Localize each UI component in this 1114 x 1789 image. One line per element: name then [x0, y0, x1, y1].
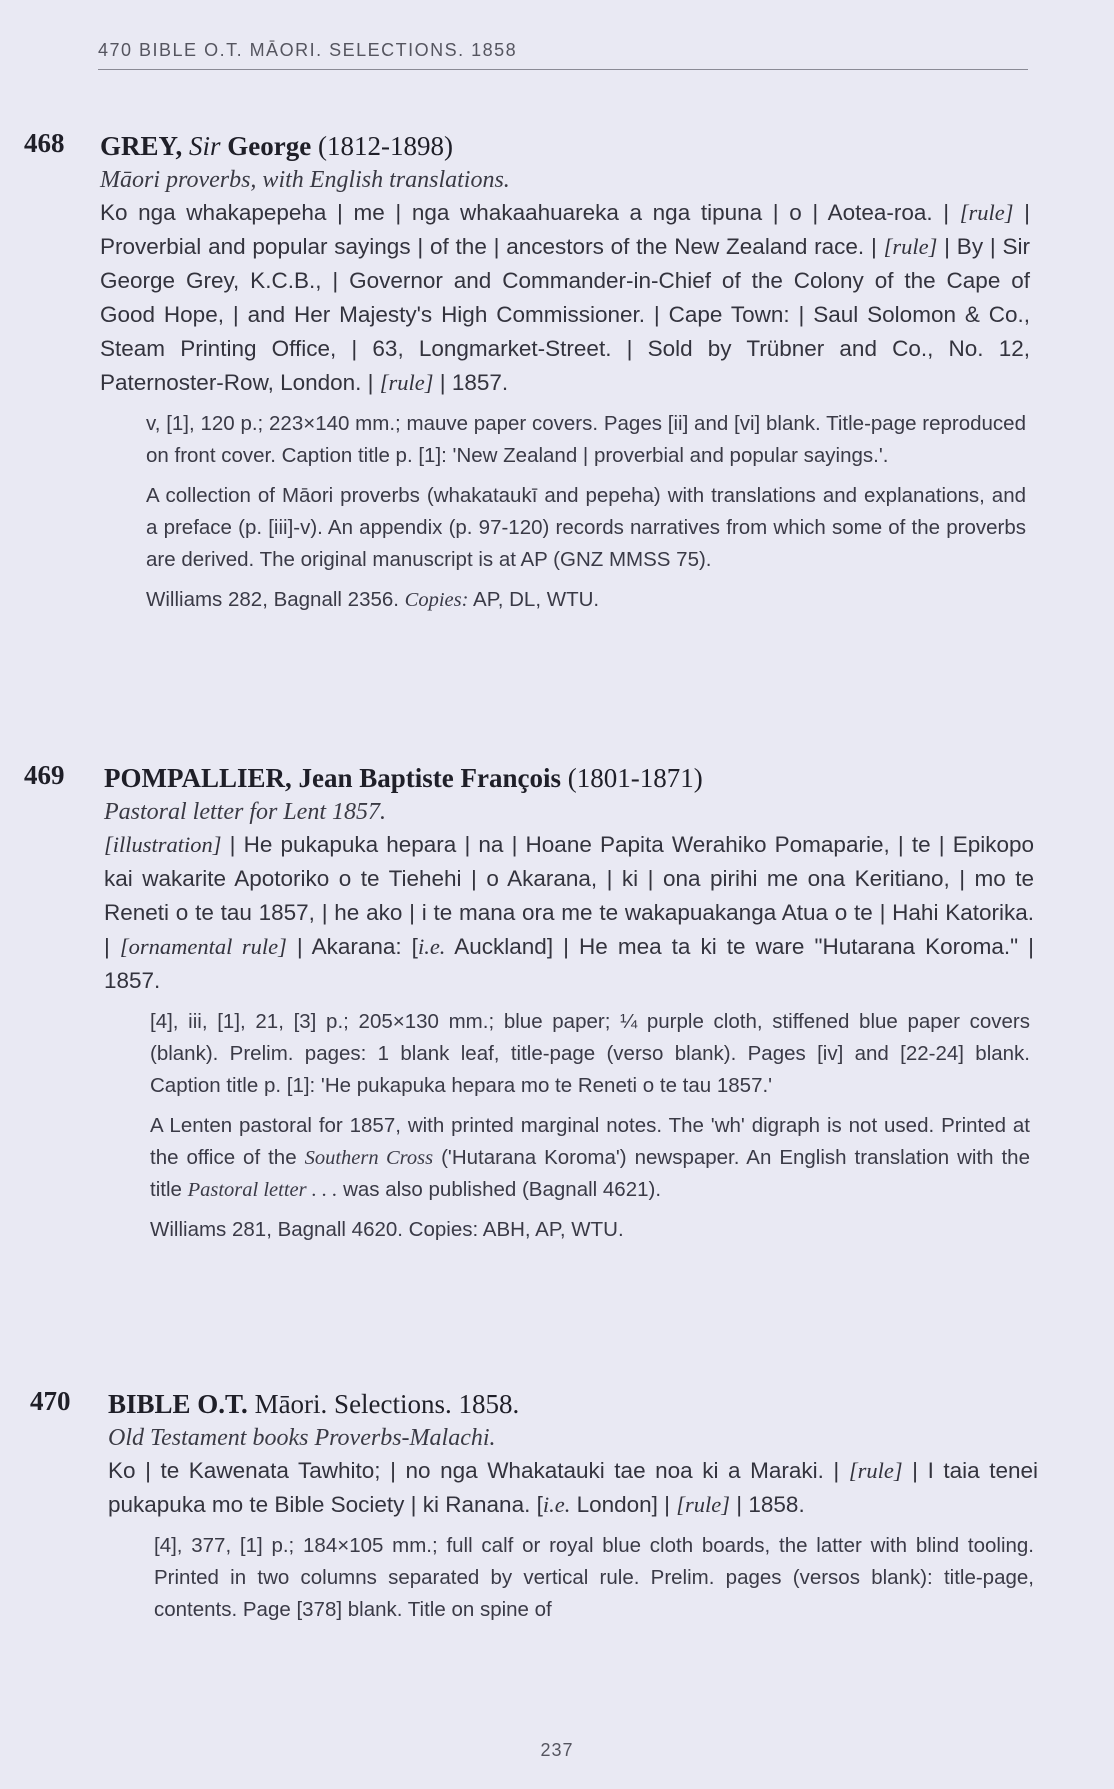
work-heading: BIBLE O.T. [108, 1389, 248, 1419]
author-dates: (1801-1871) [567, 763, 703, 793]
entry-body [108, 1386, 1038, 1634]
author-title: Sir [189, 131, 221, 161]
author-forename: George [227, 131, 312, 161]
entry-notes [154, 1530, 1034, 1626]
transcription-text: Ko | te Kawenata Tawhito; | no nga Whakatauki tae noa ki a Maraki. | [108, 1458, 849, 1483]
entry-body [100, 128, 1030, 624]
collation-note: [4], 377, [1] p.; 184×105 mm.; full calf or royal blue cloth boards, the latter with blind tooling. Printed in two columns separated by vertical rule. Prelim. pages (versos blank): title-page, contents. Page [378] blank. Title on spine of [154, 1534, 1034, 1621]
entry-subtitle: Old Testament books Proverbs-Malachi. [108, 1425, 496, 1451]
transcription-ie: i.e. [417, 934, 446, 959]
transcription-rule: [rule] [848, 1458, 903, 1483]
transcription-text: London] | [570, 1492, 677, 1517]
running-head: 470 BIBLE O.T. MĀORI. SELECTIONS. 1858 [98, 40, 1028, 70]
entry-notes [150, 1006, 1030, 1246]
references-note [146, 584, 1026, 616]
collation-note: v, [1], 120 p.; 223×140 mm.; mauve paper covers. Pages [ii] and [vi] blank. Title-page reproduced on front cover. Caption title p. [1]: 'New Zealand | proverbial and popular sayings.'. [146, 412, 1026, 467]
references: Williams 282, Bagnall 2356. [146, 588, 399, 611]
title-transcription [104, 828, 1034, 998]
transcription-rule: [rule] [379, 370, 434, 395]
description-note: A collection of Māori proverbs (whakataukī and pepeha) with translations and explanations, and a preface (p. [iii]-v). An appendix (p. 97-120) records narratives from which some of the proverbs are derived. The original manuscript is at AP (GNZ MMSS 75). [146, 484, 1026, 571]
author-name: POMPALLIER, Jean Baptiste François [104, 763, 561, 793]
copies: AP, DL, WTU. [473, 588, 600, 611]
author-dates: (1812-1898) [318, 131, 453, 161]
note-text: was also published (Bagnall 4621). [337, 1178, 662, 1201]
entry-heading [100, 128, 1030, 164]
entry-heading [108, 1386, 1038, 1422]
title-transcription [108, 1454, 1038, 1522]
references: Williams 281, Bagnall 4620. [150, 1218, 403, 1241]
note-italic: Pastoral letter . . . [187, 1179, 338, 1201]
entry-number: 468 [24, 128, 65, 158]
transcription-rule: [rule] [959, 200, 1014, 225]
entry-number: 469 [24, 760, 65, 790]
transcription-text: | By | Sir George Grey, K.C.B., | Governor and Commander-in-Chief of the Colony of the Cape of Good Hope, | and Her Majesty's High Commissioner. | Cape Town: | Saul Solomon & Co., Steam Printing Office, | 63, Longmarket-Street. | Sold by Trübner and Co., No. 12, Paternoster-Row, London. | [100, 234, 1030, 395]
note-text: A Lenten pastoral for 1857, with printed marginal notes. The 'wh' digraph is not used. Printed at the office of the [150, 1114, 1030, 1169]
transcription-text: | Akarana: [ [286, 934, 418, 959]
transcription-text: | 1858. [730, 1492, 805, 1517]
entry-notes [146, 408, 1026, 616]
transcription-rule: [rule] [883, 234, 938, 259]
title-transcription [100, 196, 1030, 400]
work-heading-rest: Māori. Selections. 1858. [254, 1389, 520, 1419]
description-note [150, 1110, 1030, 1206]
transcription-illustration: [illustration] [104, 832, 222, 857]
note-text: ('Hutarana Koroma') newspaper. An English translation with the title [150, 1146, 1030, 1201]
entry-subtitle: Māori proverbs, with English translations. [100, 167, 510, 193]
references-note [150, 1214, 1030, 1246]
author-surname: GREY, [100, 131, 183, 161]
transcription-text: Ko nga whakapepeha | me | nga whakaahuareka a nga tipuna | o | Aotea-roa. | [100, 200, 960, 225]
transcription-text: | He pukapuka hepara | na | Hoane Papita Werahiko Pomaparie, | te | Epikopo kai wakarite Apotoriko o te Tiehehi | o Akarana, | ki | ona pirihi me ona Keritiano, | mo te Reneti o te tau 1857, | he ako | i te mana ora me te wakapuakanga Atua o te | Hahi Katorika. | [104, 832, 1034, 959]
copies-label: Copies: [408, 1218, 479, 1241]
copies-label: Copies: [404, 589, 469, 611]
transcription-rule: [ornamental rule] [119, 934, 287, 959]
entry-subtitle: Pastoral letter for Lent 1857. [104, 799, 386, 825]
page-number: 237 [540, 1740, 574, 1760]
entry-number: 470 [30, 1386, 71, 1416]
transcription-text: | 1857. [433, 370, 509, 395]
collation-note: [4], iii, [1], 21, [3] p.; 205×130 mm.; blue paper; ¼ purple cloth, stiffened blue paper covers (blank). Prelim. pages: 1 blank leaf, title-page (verso blank). Pages [iv] and [22-24] blank. Caption title p. [1]: 'He pukapuka hepara mo te Reneti o te tau 1857.' [150, 1010, 1030, 1097]
entry-body [104, 760, 1034, 1254]
transcription-text: | I taia tenei pukapuka mo te Bible Society | ki Ranana. [ [108, 1458, 1038, 1517]
transcription-rule: [rule] [676, 1492, 731, 1517]
entry-heading [104, 760, 1034, 796]
transcription-ie: i.e. [542, 1492, 571, 1517]
note-italic: Southern Cross [304, 1147, 434, 1169]
transcription-text: | Proverbial and popular sayings | of the | ancestors of the New Zealand race. | [100, 200, 1030, 259]
copies: ABH, AP, WTU. [482, 1218, 624, 1241]
transcription-text: Auckland] | He mea ta ki te ware "Hutarana Koroma." | 1857. [104, 934, 1034, 993]
